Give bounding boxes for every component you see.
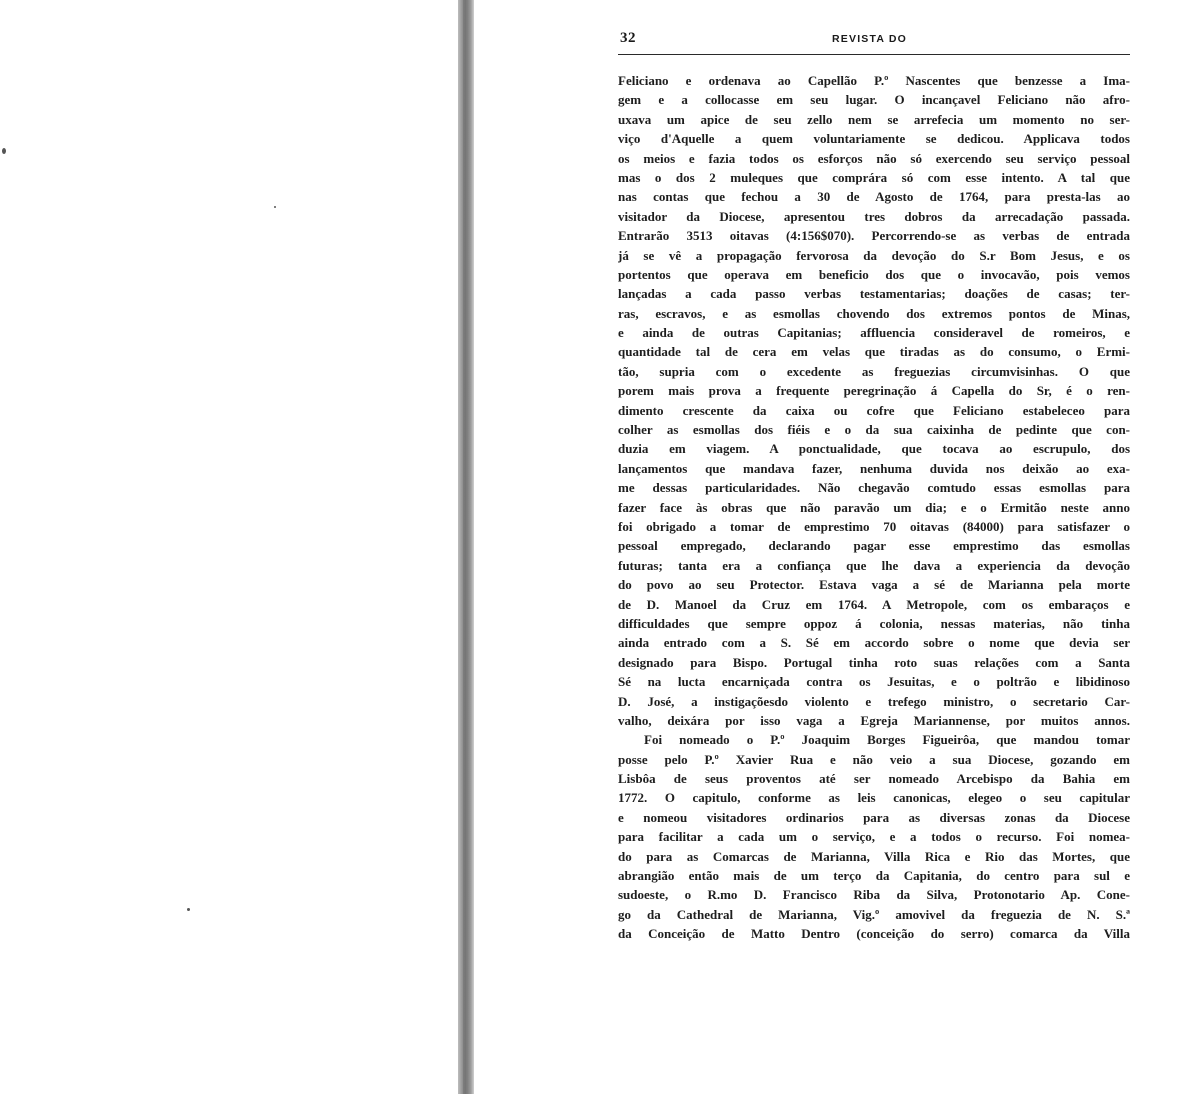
text-line: futuras; tanta era a confiança que lhe dava a experiencia da devoção [618, 557, 1130, 573]
text-line: viço d'Aquelle a quem voluntariamente se dedicou. Applicava todos [618, 131, 1130, 147]
text-line: me dessas particularidades. Não chegavão comtudo essas esmollas para [618, 480, 1130, 496]
text-line: pessoal empregado, declarando pagar esse emprestimo das esmollas [618, 538, 1130, 554]
text-line: Entrarão 3513 oitavas (4:156$070). Percorrendo-se as verbas de entrada [618, 228, 1130, 244]
text-line: go da Cathedral de Marianna, Vig.º amovivel da freguezia de N. S.ª [618, 906, 1130, 922]
text-line: D. José, a instigaçõesdo violento e trefego ministro, o secretario Car- [618, 693, 1130, 709]
text-line: difficuldades que sempre oppoz á colonia, nessas materias, não tinha [618, 615, 1130, 631]
text-line: sudoeste, o R.mo D. Francisco Riba da Silva, Protonotario Ap. Cone- [618, 887, 1130, 903]
text-line: colher as esmollas dos fiéis e o da sua caixinha de pedinte que con- [618, 422, 1130, 438]
text-line: fazer face às obras que não paravão um dia; e o Ermitão neste anno [618, 499, 1130, 515]
text-line: Sé na lucta encarniçada contra os Jesuitas, e o poltrão e libidinoso [618, 674, 1130, 690]
text-line: abrangião então mais de um terço da Capitania, do centro para sul e [618, 868, 1130, 884]
text-line: quantidade tal de cera em velas que tiradas as do consumo, o Ermi- [618, 344, 1130, 360]
text-line: duzia em viagem. A ponctualidade, que tocava ao escrupulo, dos [618, 441, 1130, 457]
text-line: Feliciano e ordenava ao Capellão P.º Nascentes que benzesse a Ima- [618, 73, 1130, 88]
text-line: posse pelo P.º Xavier Rua e não veio a sua Diocese, gozando em [618, 751, 1130, 767]
text-line: do povo ao seu Protector. Estava vaga a sé de Marianna pela morte [618, 577, 1130, 593]
text-line: já se vê a propagação fervorosa da devoção do S.r Bom Jesus, e os [618, 247, 1130, 263]
text-line: Foi nomeado o P.º Joaquim Borges Figueirôa, que mandou tomar [644, 732, 1130, 748]
text-line: lançamentos que mandava fazer, nenhuma duvida nos deixão ao exa- [618, 460, 1130, 476]
text-line: Lisbôa de seus proventos até ser nomeado Arcebispo da Bahia em [618, 771, 1130, 787]
text-line: gem e a collocasse em seu lugar. O incançavel Feliciano não afro- [618, 92, 1130, 108]
text-line: mas o dos 2 muleques que comprára só com esse intento. A tal que [618, 169, 1130, 185]
running-head: REVISTA DO [832, 33, 908, 45]
text-line: valho, deixára por isso vaga a Egreja Mariannense, por muitos annos. [618, 712, 1130, 728]
scan-speck [2, 148, 6, 154]
text-line: uxava um apice de seu zello nem se arrefecia um momento no ser- [618, 111, 1130, 127]
text-line: e nomeou visitadores ordinarios para as diversas zonas da Diocese [618, 809, 1130, 825]
text-line: do para as Comarcas de Marianna, Villa Rica e Rio das Mortes, que [618, 848, 1130, 864]
text-line: nas contas que fechou a 30 de Agosto de 1764, para presta-las ao [618, 189, 1130, 205]
text-line: ainda entrado com a S. Sé em accordo sobre o nome que devia ser [618, 635, 1130, 651]
text-line: ras, escravos, e as esmollas chovendo dos extremos pontos de Minas, [618, 305, 1130, 321]
text-line: lançadas a cada passo verbas testamentarias; doações de casas; ter- [618, 286, 1130, 302]
scan-speck [274, 206, 276, 208]
scan-speck [187, 908, 190, 911]
page-number: 32 [620, 30, 636, 46]
text-line: designado para Bispo. Portugal tinha roto suas relações com a Santa [618, 654, 1130, 670]
book-gutter [458, 0, 474, 1094]
text-line: da Conceição de Matto Dentro (conceição do serro) comarca da Villa [618, 926, 1130, 942]
text-line: dimento crescente da caixa ou cofre que Feliciano estabeleceo para [618, 402, 1130, 418]
text-line: 1772. O capitulo, conforme as leis canonicas, elegeo o seu capitular [618, 790, 1130, 806]
right-page [474, 0, 1180, 1094]
text-line: foi obrigado a tomar de emprestimo 70 oitavas (84000) para satisfazer o [618, 518, 1130, 534]
text-line: de D. Manoel da Cruz em 1764. A Metropole, com os embaraços e [618, 596, 1130, 612]
left-page-blank [0, 0, 458, 1094]
text-line: para facilitar a cada um o serviço, e a todos o recurso. Foi nomea- [618, 829, 1130, 845]
page-header [618, 30, 1130, 55]
text-line: os meios e fazia todos os esforços não só exercendo seu serviço pessoal [618, 150, 1130, 166]
text-line: tão, supria com o excedente as freguezias circumvisinhas. O que [618, 363, 1130, 379]
text-line: e ainda de outras Capitanias; affluencia consideravel de romeiros, e [618, 325, 1130, 341]
body-text [618, 71, 1130, 944]
text-line: portentos que operava em beneficio dos que o invocavão, pois vemos [618, 266, 1130, 282]
text-line: visitador da Diocese, apresentou tres dobros da arrecadação passada. [618, 208, 1130, 224]
text-line: porem mais prova a frequente peregrinação á Capella do Sr, é o ren- [618, 383, 1130, 399]
